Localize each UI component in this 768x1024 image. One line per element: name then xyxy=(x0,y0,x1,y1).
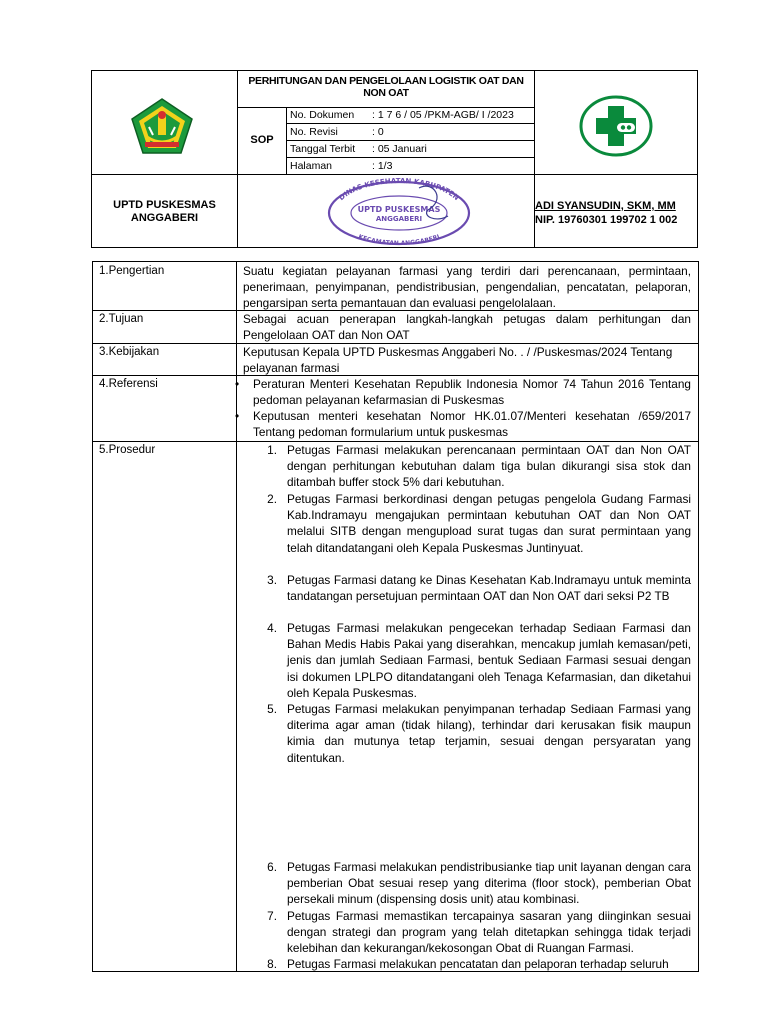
regency-logo-icon xyxy=(129,97,195,155)
section-label-tujuan: 2.Tujuan xyxy=(99,313,144,325)
meta-row-halaman xyxy=(287,158,534,174)
step-text: Petugas Farmasi memastikan tercapainya sasaran yang diinginkan sesuai dengan strategi dan program yang telah ditetapkan sehingga tidak terjadi kelebihan dan kekurangan/kekosongan Obat di Ruangan Farmasi. xyxy=(287,909,691,956)
step-number: 7. xyxy=(267,909,277,923)
section-label-referensi: 4.Referensi xyxy=(99,378,158,390)
step-text: Petugas Farmasi melakukan pencatatan dan pelaporan terhadap seluruh xyxy=(287,957,669,971)
meta-value: : 05 Januari xyxy=(372,143,427,155)
reference-text: Keputusan menteri kesehatan Nomor HK.01.07/Menteri kesehatan /659/2017 Tentang pedoman formularium untuk puskesmas xyxy=(253,409,691,440)
meta-value: : 1 7 6 / 05 /PKM-AGB/ I /2023 xyxy=(372,109,514,121)
meta-key: No. Dokumen xyxy=(290,109,355,121)
step-number: 3. xyxy=(267,573,277,587)
stamp-center-line1: UPTD PUSKESMAS xyxy=(357,205,441,214)
signer-block xyxy=(535,199,677,227)
step-number: 1. xyxy=(267,443,277,457)
organization-name: UPTD PUSKESMAS ANGGABERI xyxy=(113,199,216,224)
step-text: Petugas Farmasi berkordinasi dengan petugas pengelola Gudang Farmasi Kab.Indramayu mengajukan permintaan kebutuhan OAT dan Non OAT melalui SITB dengan mengupload surat tugas dan surat permintaan yang telah ditandatangani oleh Kepala Puskesmas Juntinyuat. xyxy=(287,492,691,555)
step-text: Petugas Farmasi melakukan penyimpanan terhadap Sediaan Farmasi yang diterima agar aman (tidak hilang), terhindar dari kerusakan fisik maupun kimia dan mutunya tetap terjamin, sesuai dengan persyaratan yang ditentukan. xyxy=(287,702,691,765)
document-header xyxy=(91,70,698,248)
meta-key: Tanggal Terbit xyxy=(290,143,356,155)
meta-row-tanggal-terbit xyxy=(287,141,534,157)
stamp-top-text: DINAS KESEHATAN KABUPATEN xyxy=(337,178,461,203)
signer-nip: NIP. 19760301 199702 1 002 xyxy=(535,214,678,226)
meta-row-no-dokumen xyxy=(287,107,534,123)
puskesmas-logo-icon xyxy=(579,95,653,157)
bullet-icon: • xyxy=(235,409,240,423)
meta-row-no-revisi xyxy=(287,124,534,140)
sop-content-table xyxy=(92,261,699,972)
step-number: 2. xyxy=(267,492,277,506)
section-label-prosedur: 5.Prosedur xyxy=(99,444,156,456)
step-number: 5. xyxy=(267,702,277,716)
step-text: Petugas Farmasi datang ke Dinas Kesehatan Kab.Indramayu untuk meminta tandatangan persetujuan permintaan OAT dan Non OAT dari seksi P2 TB xyxy=(287,573,691,604)
step-number: 6. xyxy=(267,860,277,874)
section-text-tujuan: Sebagai acuan penerapan langkah-langkah petugas dalam perhitungan dan Pengelolaan OAT dan Non OAT xyxy=(243,312,691,343)
meta-key: Halaman xyxy=(290,160,333,172)
section-text-pengertian: Suatu kegiatan pelayanan farmasi yang terdiri dari perencanaan, permintaan, penerimaan, penyimpanan, pendistribusian, pengendalian, pencatatan, pelaporan, pengarsipan serta pemantauan dan evaluasi pengelolalaan. xyxy=(243,264,691,311)
section-text-kebijakan: Keputusan Kepala UPTD Puskesmas Anggaberi No. . / /Puskesmas/2024 Tentang pelayanan farmasi xyxy=(243,345,673,376)
meta-key: No. Revisi xyxy=(290,126,338,138)
stamp-center-line2: ANGGABERI xyxy=(375,215,423,223)
step-text: Petugas Farmasi melakukan pengecekan terhadap Sediaan Farmasi dan Bahan Medis Habis Pakai yang diserahkan, mencakup jumlah kemasan/peti, jenis dan jumlah Sediaan Farmasi, bentuk Sediaan Farmasi sesuai dengan isi dokumen LPLPO ditandatangani oleh Tenaga Kefarmasian, dan diketahui oleh Kepala Puskesmas. xyxy=(287,621,691,700)
step-text: Petugas Farmasi melakukan perencanaan permintaan OAT dan Non OAT dengan perhitungan kebutuhan dalam tiga bulan dikurangi sisa stok dan ditambah buffer stock 5% dari kebutuhan. xyxy=(287,443,691,490)
signer-name: ADI SYANSUDIN, SKM, MM xyxy=(535,200,676,212)
reference-text: Peraturan Menteri Kesehatan Republik Indonesia Nomor 74 Tahun 2016 Tentang pedoman pelayanan kefarmasian di Puskesmas xyxy=(253,377,691,408)
official-stamp xyxy=(324,178,474,248)
step-text: Petugas Farmasi melakukan pendistribusianke tiap unit layanan dengan cara pemberian Obat sesuai resep yang diterima (floor stock), pemberian Obat persekali minum (dispensing dosis unit) atau kombinasi. xyxy=(287,860,691,907)
step-number: 4. xyxy=(267,621,277,635)
step-number: 8. xyxy=(267,957,277,971)
meta-value: : 1/3 xyxy=(372,160,393,172)
bullet-icon: • xyxy=(235,377,240,391)
section-label-kebijakan: 3.Kebijakan xyxy=(99,346,160,358)
sop-label: SOP xyxy=(250,133,274,146)
stamp-bottom-text: KECAMATAN ANGGABERI xyxy=(357,233,441,248)
section-label-pengertian: 1.Pengertian xyxy=(99,265,165,277)
meta-value: : 0 xyxy=(372,126,384,138)
divider xyxy=(235,262,240,971)
document-title: PERHITUNGAN DAN PENGELOLAAN LOGISTIK OAT DAN NON OAT xyxy=(248,75,524,99)
